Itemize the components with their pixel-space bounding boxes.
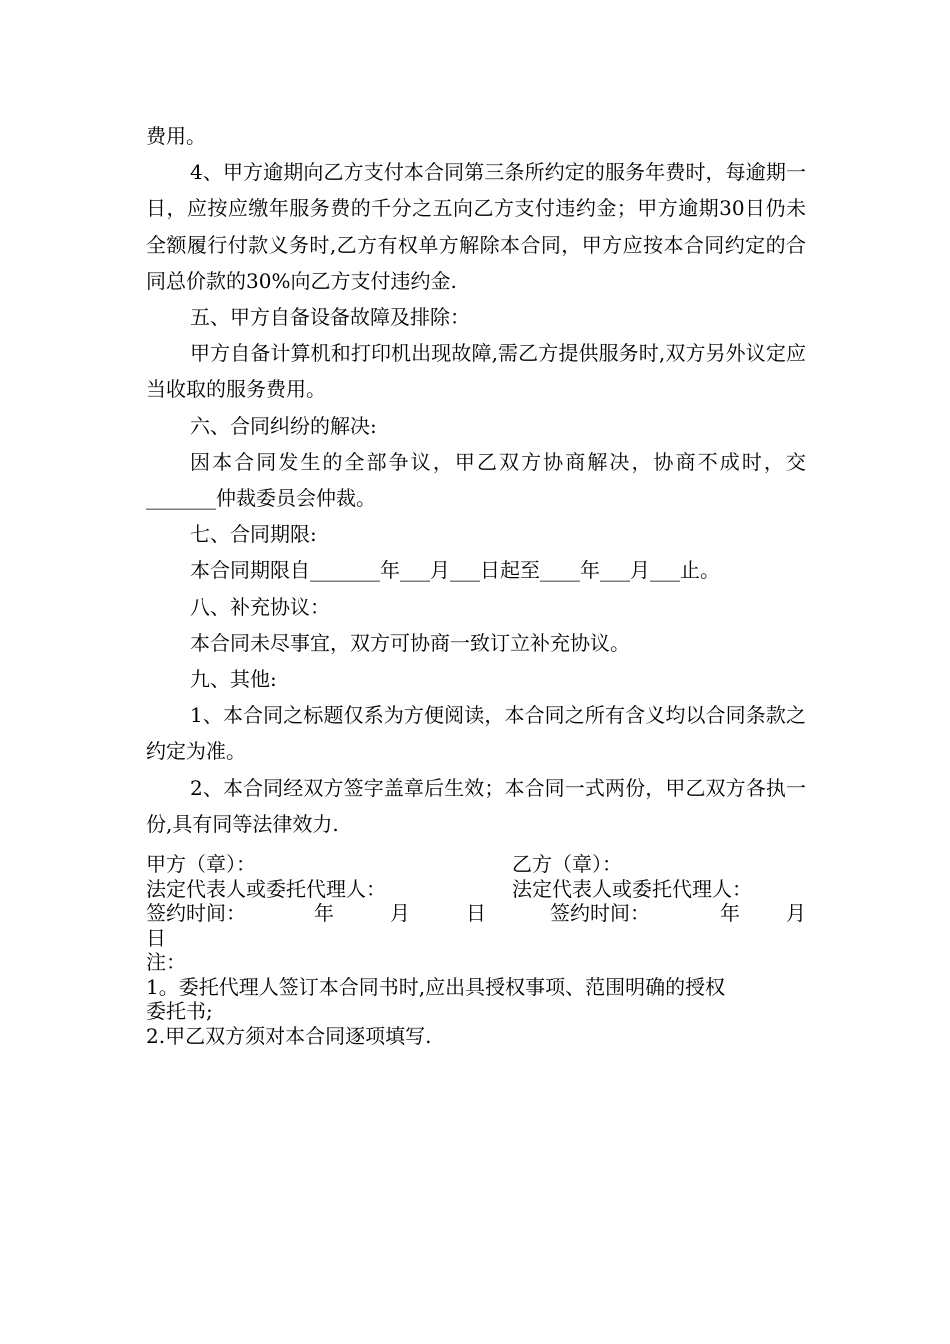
section-heading-supplementary-agreement: 八、补充协议：	[190, 594, 330, 619]
section-heading-other: 九、其他:	[190, 667, 277, 692]
party-b-date-label: 签约时间：	[550, 901, 650, 925]
section-heading-equipment-fault: 五、甲方自备设备故障及排除：	[190, 305, 470, 330]
party-b-year-label: 年	[720, 901, 740, 925]
paragraph-dispute-resolution: 因本合同发生的全部争议，甲乙双方协商解决，协商不成时，交_______仲裁委员会仲裁。	[146, 449, 806, 511]
party-b-day-label: 日	[146, 925, 166, 950]
party-a-representative-label: 法定代表人或委托代理人：	[146, 876, 386, 901]
party-b-month-label: 月	[786, 901, 806, 925]
signature-row-parties	[146, 852, 816, 877]
signature-row-dates	[146, 901, 816, 926]
section-heading-contract-term: 七、合同期限:	[190, 522, 317, 547]
paragraph-fee-continuation: 费用。	[146, 124, 206, 148]
notes-section	[146, 950, 816, 1048]
note-item-2: 2.甲乙双方须对本合同逐项填写.	[146, 1023, 432, 1048]
party-a-year-label: 年	[314, 901, 334, 925]
signature-block	[146, 852, 816, 1048]
party-a-day-label: 日	[466, 901, 486, 925]
section-heading-dispute-resolution: 六、合同纠纷的解决:	[190, 413, 377, 438]
party-b-representative-label: 法定代表人或委托代理人：	[512, 876, 752, 901]
party-b-seal-label: 乙方（章）：	[512, 852, 622, 876]
paragraph-other-item-1: 1、本合同之标题仅系为方便阅读，本合同之所有含义均以合同条款之约定为准。	[146, 703, 806, 764]
note-item-1-line-1: 1。委托代理人签订本合同书时,应出具授权事项、范围明确的授权	[146, 974, 726, 999]
signature-row-date-wrap	[146, 926, 816, 951]
paragraph-equipment-fault: 甲方自备计算机和打印机出现故障,需乙方提供服务时,双方另外议定应当收取的服务费用。	[146, 341, 806, 402]
note-item-1-line-2: 委托书;	[146, 999, 213, 1023]
paragraph-contract-term: 本合同期限自_______年___月___日起至____年___月___止。	[190, 558, 720, 583]
signature-row-representatives	[146, 877, 816, 902]
paragraph-supplementary-agreement: 本合同未尽事宜，双方可协商一致订立补充协议。	[190, 630, 630, 655]
notes-title: 注：	[146, 950, 186, 974]
paragraph-late-payment-penalty: 4、甲方逾期向乙方支付本合同第三条所约定的服务年费时，每逾期一日，应按应缴年服务费的千分之五向乙方支付违约金；甲方逾期30日仍未全额履行付款义务时,乙方有权单方解除本合同，甲方应按本合同约定的合同总价款的30%向乙方支付违约金.	[146, 160, 806, 293]
contract-body	[146, 118, 806, 842]
party-a-month-label: 月	[390, 901, 410, 925]
party-a-date-label: 签约时间：	[146, 901, 246, 925]
party-a-seal-label: 甲方（章）：	[146, 852, 256, 876]
paragraph-other-item-2: 2、本合同经双方签字盖章后生效；本合同一式两份，甲乙双方各执一份,具有同等法律效力.	[146, 775, 806, 836]
